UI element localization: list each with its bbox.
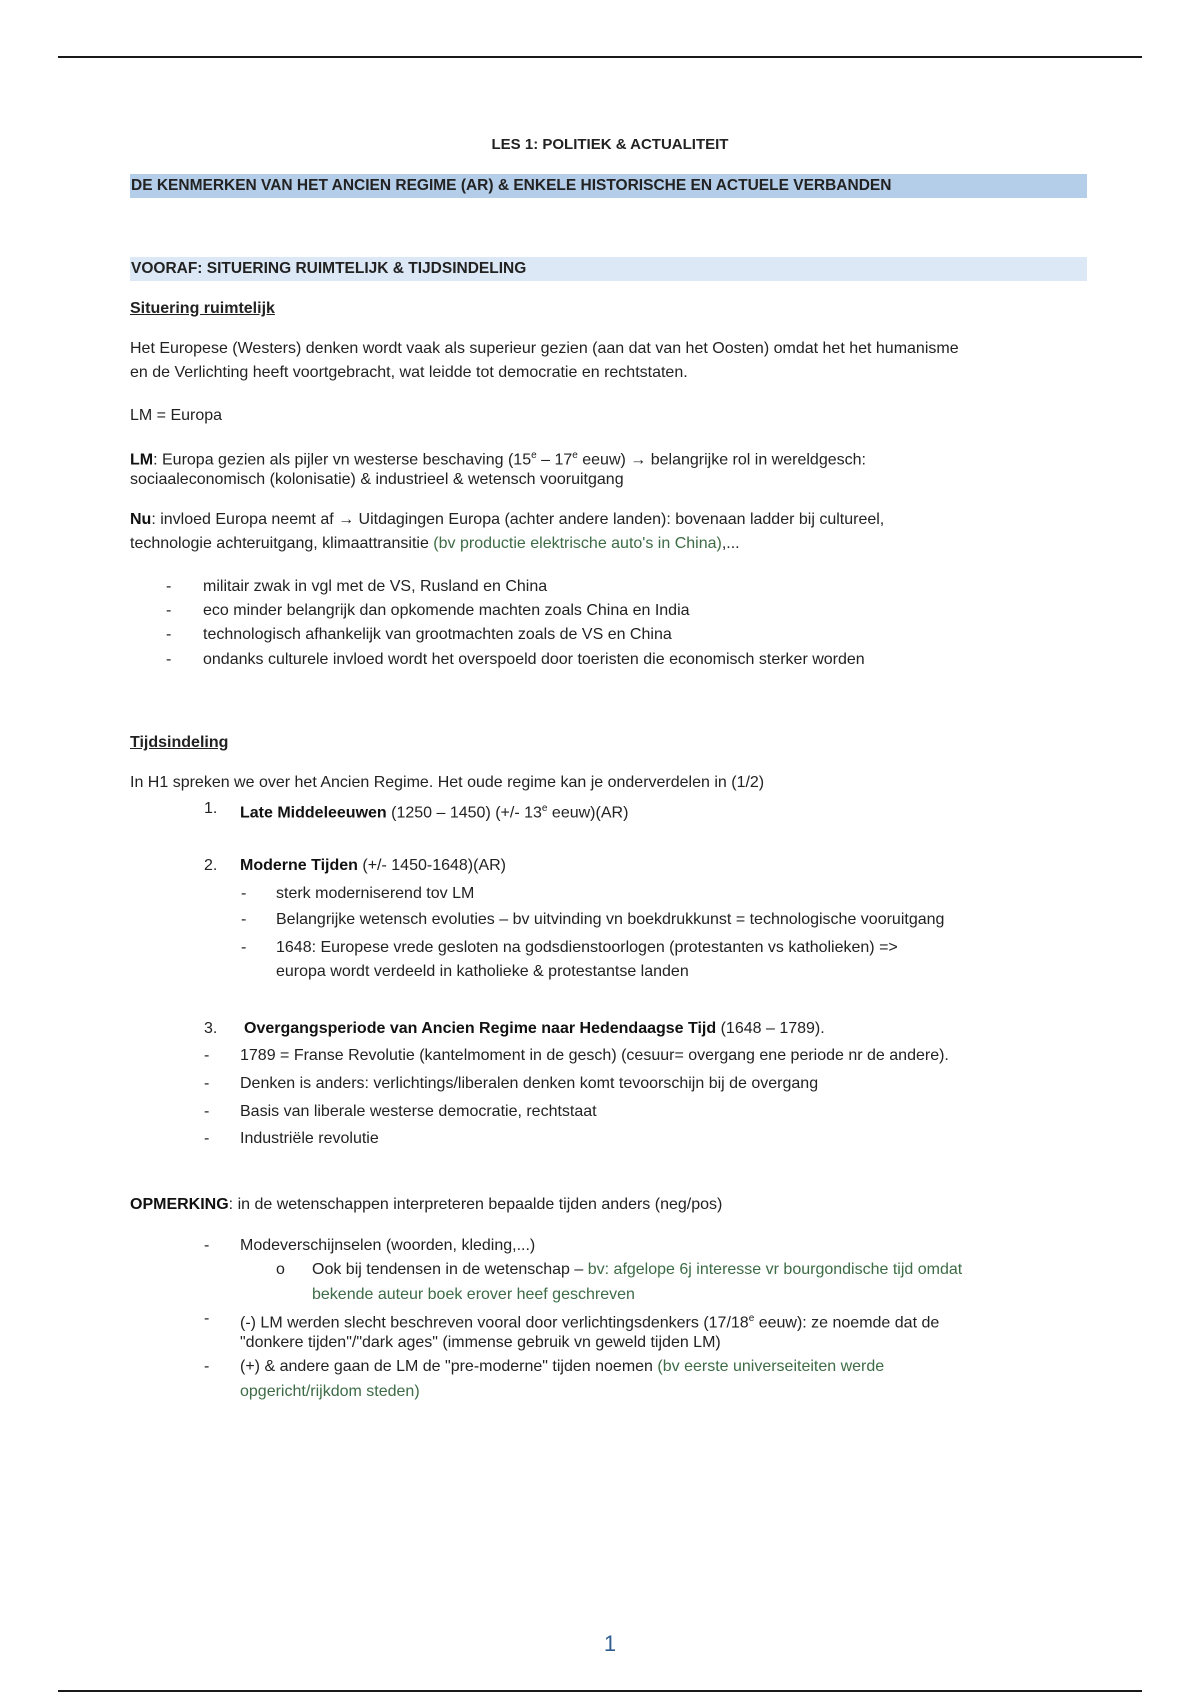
bottom-rule [58,1690,1142,1692]
bullet-dash: - [204,1047,210,1064]
nu-line-2-green: (bv productie elektrische auto's in China) [433,535,722,552]
bullet-dash: - [241,939,247,956]
heading-tijdsindeling: Tijdsindeling [130,734,229,751]
bullet-dash: - [166,578,172,595]
section-band-vooraf: VOORAF: SITUERING RUIMTELIJK & TIJDSINDELING [130,257,1087,281]
opmerking-bullet-2-a: (-) LM werden slecht beschreven vooral door verlichtingsdenkers (17/18 [240,1314,749,1332]
opmerking-sub-1-line-2: bekende auteur boek erover heef geschreven [312,1286,635,1303]
opmerking-text: : in de wetenschappen interpreteren bepaalde tijden anders (neg/pos) [228,1196,723,1213]
opmerking-bullet-3 [240,1355,884,1379]
bullet-dash: - [204,1103,210,1120]
bullet-dash: - [241,911,247,928]
bullet-dash: - [166,651,172,668]
lm-text-3: eeuw) → belangrijke rol in wereldgesch: [577,451,866,469]
bullet-dash: - [166,602,172,619]
period-1-line [240,797,628,825]
top-rule [58,56,1142,58]
period-3-bullet-1: 1789 = Franse Revolutie (kantelmoment in de gesch) (cesuur= overgang ene periode nr de andere). [240,1047,949,1064]
nu-line-1 [130,508,884,532]
nu-bullet-3: technologisch afhankelijk van grootmachten zoals de VS en China [203,626,672,643]
heading-situering-ruimtelijk: Situering ruimtelijk [130,300,275,317]
period-2-line [240,854,506,878]
period-1-text: (1250 – 1450) (+/- 13 [386,804,542,822]
opmerking-sub-1 [312,1258,962,1282]
bullet-dash: - [204,1310,210,1327]
period-3-name: Overgangsperiode van Ancien Regime naar Hedendaagse Tijd [244,1020,717,1037]
opmerking-sub-1-green: bv: afgelope 6j interesse vr bourgondische tijd omdat [587,1261,963,1278]
period-1-sup: e [541,803,548,814]
opmerking-bullet-3-a: (+) & andere gaan de LM de "pre-moderne" tijden noemen [240,1358,658,1375]
lm-sup-1: e [531,450,537,461]
nu-bullet-1: militair zwak in vgl met de VS, Rusland en China [203,578,548,595]
period-2-number: 2. [204,857,218,874]
lm-line-2: sociaaleconomisch (kolonisatie) & industrieel & wetensch vooruitgang [130,471,624,488]
opmerking-bullet-2-b: eeuw): ze noemde dat de [754,1314,940,1332]
period-1-text-2: eeuw)(AR) [547,804,629,822]
period-3-bullet-3: Basis van liberale westerse democratie, rechtstaat [240,1103,597,1120]
period-1-name: Late Middeleeuwen [240,804,387,822]
period-2-bullet-1: sterk moderniserend tov LM [276,885,475,902]
period-2-text: (+/- 1450-1648)(AR) [357,857,506,874]
nu-line-2-a: technologie achteruitgang, klimaattransitie [130,535,434,552]
period-2-name: Moderne Tijden [240,857,358,874]
nu-text-1: : invloed Europa neemt af → Uitdagingen Europa (achter andere landen): bovenaan ladder bij cultureel, [151,511,885,528]
nu-bullet-2: eco minder belangrijk dan opkomende machten zoals China en India [203,602,690,619]
page-title: LES 1: POLITIEK & ACTUALITEIT [491,136,729,153]
nu-label: Nu [130,511,152,528]
page-number: 1 [603,1631,617,1656]
section-band-ancien-regime: DE KENMERKEN VAN HET ANCIEN REGIME (AR) & ENKELE HISTORISCHE EN ACTUELE VERBANDEN [130,174,1087,198]
opmerking-line [130,1193,722,1217]
period-2-bullet-3-line-2: europa wordt verdeeld in katholieke & protestantse landen [276,963,689,980]
period-3-bullet-2: Denken is anders: verlichtings/liberalen denken komt tevoorschijn bij de overgang [240,1075,819,1092]
tijds-intro: In H1 spreken we over het Ancien Regime. Het oude regime kan je onderverdelen in (1/2) [130,774,765,791]
period-3-line [244,1017,825,1041]
lm-equals-europa: LM = Europa [130,407,223,424]
opmerking-label: OPMERKING [130,1196,229,1213]
bullet-dash: - [204,1075,210,1092]
period-2-bullet-3: 1648: Europese vrede gesloten na godsdienstoorlogen (protestanten vs katholieken) => [276,939,898,956]
opmerking-sub-1-a: Ook bij tendensen in de wetenschap – [312,1261,588,1278]
nu-line-2 [130,532,740,556]
nu-line-2-b: ,... [721,535,740,552]
bullet-dash: - [166,626,172,643]
period-3-number: 3. [204,1020,218,1037]
lm-text-2: – 17 [536,451,573,469]
intro-line-1: Het Europese (Westers) denken wordt vaak als superieur gezien (aan dat van het Oosten) omdat het het humanisme [130,340,959,357]
bullet-dash: - [204,1237,210,1254]
period-3-bullet-4: Industriële revolutie [240,1130,379,1147]
opmerking-bullet-1: Modeverschijnselen (woorden, kleding,...) [240,1237,536,1254]
opmerking-bullet-3-green: (bv eerste universeiteiten werde [657,1358,885,1375]
nu-bullet-4: ondanks culturele invloed wordt het overspoeld door toeristen die economisch sterker worden [203,651,865,668]
bullet-dash: - [204,1130,210,1147]
bullet-dash: - [204,1358,210,1375]
intro-line-2: en de Verlichting heeft voortgebracht, wat leidde tot democratie en rechtstaten. [130,364,688,381]
lm-text-1: : Europa gezien als pijler vn westerse beschaving (15 [153,451,532,469]
bullet-dash: - [241,885,247,902]
period-1-number: 1. [204,800,218,817]
opmerking-bullet-2-sup: e [748,1313,755,1324]
sub-bullet-marker: o [276,1261,285,1278]
period-3-text: (1648 – 1789). [716,1020,825,1037]
lm-label: LM [130,451,154,469]
opmerking-bullet-2-line-2: "donkere tijden"/"dark ages" (immense gebruik vn geweld tijden LM) [240,1334,721,1351]
lm-sup-2: e [572,450,578,461]
period-2-bullet-2: Belangrijke wetensch evoluties – bv uitvinding vn boekdrukkunst = technologische vooruitgang [276,911,945,928]
opmerking-bullet-3-line-2: opgericht/rijkdom steden) [240,1383,420,1400]
